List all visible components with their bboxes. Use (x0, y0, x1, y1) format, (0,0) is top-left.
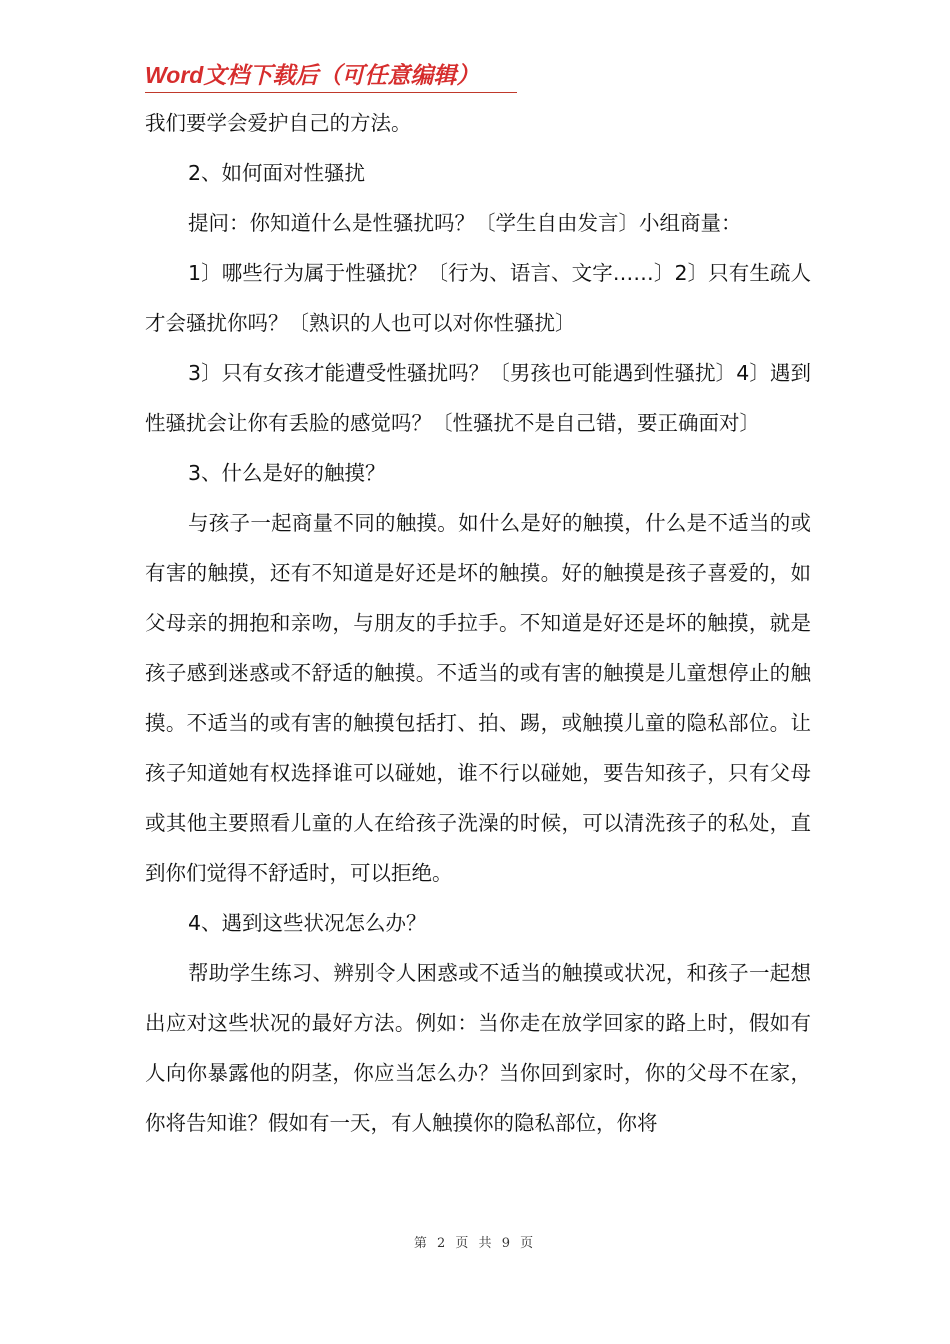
document-header (145, 60, 517, 93)
paragraph-2-heading: 2、如何面对性骚扰 (188, 161, 366, 185)
paragraph-6-heading: 3、什么是好的触摸？ (188, 461, 386, 485)
paragraph-9: 帮助学生练习、辨别令人困惑或不适当的触摸或状况，和孩子一起想出应对这些状况的最好方法。例如：当你走在放学回家的路上时，假如有人向你暴露他的阴茎，你应当怎么办？当你回到家时，你的父母不在家，你将告知谁？假如有一天，有人触摸你的隐私部位，你将 (145, 961, 811, 1135)
page-number-footer: 第 2 页 共 9 页 (413, 1236, 537, 1251)
paragraph-3: 提问：你知道什么是性骚扰吗？〔学生自由发言〕小组商量： (188, 211, 742, 235)
paragraph-1: 我们要学会爱护自己的方法。 (145, 111, 412, 135)
paragraph-8-heading: 4、遇到这些状况怎么办？ (188, 911, 427, 935)
document-body (145, 98, 811, 1148)
paragraph-4: 1〕哪些行为属于性骚扰？〔行为、语言、文字……〕2〕只有生疏人才会骚扰你吗？〔熟识的人也可以对你性骚扰〕 (145, 261, 811, 335)
paragraph-7: 与孩子一起商量不同的触摸。如什么是好的触摸，什么是不适当的或有害的触摸，还有不知道是好还是坏的触摸。好的触摸是孩子喜爱的，如父母亲的拥抱和亲吻，与朋友的手拉手。不知道是好还是坏的触摸，就是孩子感到迷惑或不舒适的触摸。不适当的或有害的触摸是儿童想停止的触摸。不适当的或有害的触摸包括打、拍、踢，或触摸儿童的隐私部位。让孩子知道她有权选择谁可以碰她，谁不行以碰她，要告知孩子，只有父母或其他主要照看儿童的人在给孩子洗澡的时候，可以清洗孩子的私处，直到你们觉得不舒适时，可以拒绝。 (145, 511, 811, 885)
header-title: Word文档下载后（可任意编辑） (145, 62, 480, 88)
paragraph-5: 3〕只有女孩才能遭受性骚扰吗？〔男孩也可能遇到性骚扰〕4〕遇到性骚扰会让你有丢脸的感觉吗？〔性骚扰不是自己错，要正确面对〕 (145, 361, 811, 435)
